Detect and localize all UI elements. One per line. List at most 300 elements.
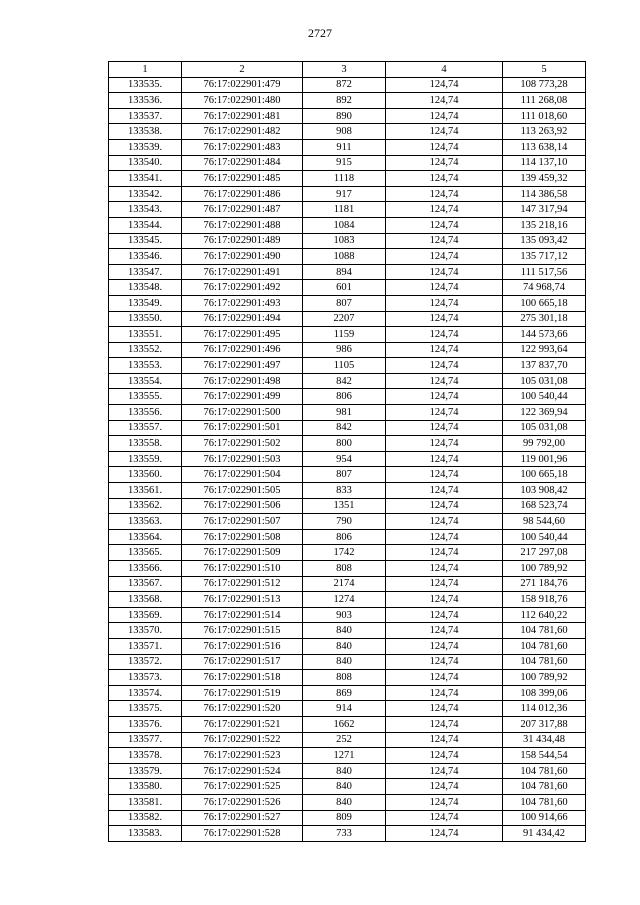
value-cell: 114 386,58 xyxy=(503,186,586,202)
area-cell: 911 xyxy=(303,139,386,155)
table-row xyxy=(109,794,586,810)
value-cell: 100 914,66 xyxy=(503,810,586,826)
cadastral-number-cell: 76:17:022901:491 xyxy=(182,264,303,280)
cadastral-number-cell: 76:17:022901:524 xyxy=(182,763,303,779)
value-cell: 168 523,74 xyxy=(503,498,586,514)
area-cell: 1083 xyxy=(303,233,386,249)
cadastral-number-cell: 76:17:022901:518 xyxy=(182,670,303,686)
table-row xyxy=(109,514,586,530)
row-number-cell: 133542. xyxy=(109,186,182,202)
value-cell: 158 544,54 xyxy=(503,748,586,764)
cadastral-number-cell: 76:17:022901:509 xyxy=(182,545,303,561)
rate-cell: 124,74 xyxy=(386,732,503,748)
value-cell: 74 968,74 xyxy=(503,280,586,296)
rate-cell: 124,74 xyxy=(386,311,503,327)
area-cell: 809 xyxy=(303,810,386,826)
area-cell: 1105 xyxy=(303,358,386,374)
table-row xyxy=(109,155,586,171)
rate-cell: 124,74 xyxy=(386,748,503,764)
row-number-cell: 133561. xyxy=(109,483,182,499)
table-row xyxy=(109,561,586,577)
cadastral-number-cell: 76:17:022901:519 xyxy=(182,685,303,701)
table-row xyxy=(109,389,586,405)
value-cell: 100 540,44 xyxy=(503,389,586,405)
area-cell: 892 xyxy=(303,93,386,109)
cadastral-number-cell: 76:17:022901:481 xyxy=(182,108,303,124)
cadastral-number-cell: 76:17:022901:526 xyxy=(182,794,303,810)
table-row xyxy=(109,685,586,701)
value-cell: 104 781,60 xyxy=(503,638,586,654)
value-cell: 100 540,44 xyxy=(503,529,586,545)
area-cell: 914 xyxy=(303,701,386,717)
row-number-cell: 133540. xyxy=(109,155,182,171)
area-cell: 840 xyxy=(303,794,386,810)
area-cell: 840 xyxy=(303,654,386,670)
value-cell: 122 369,94 xyxy=(503,405,586,421)
area-cell: 808 xyxy=(303,670,386,686)
table-row xyxy=(109,342,586,358)
value-cell: 98 544,60 xyxy=(503,514,586,530)
area-cell: 806 xyxy=(303,389,386,405)
table-row xyxy=(109,483,586,499)
rate-cell: 124,74 xyxy=(386,327,503,343)
row-number-cell: 133550. xyxy=(109,311,182,327)
cadastral-number-cell: 76:17:022901:505 xyxy=(182,483,303,499)
table-row xyxy=(109,498,586,514)
row-number-cell: 133552. xyxy=(109,342,182,358)
row-number-cell: 133549. xyxy=(109,295,182,311)
cadastral-number-cell: 76:17:022901:487 xyxy=(182,202,303,218)
table-row xyxy=(109,763,586,779)
row-number-cell: 133572. xyxy=(109,654,182,670)
area-cell: 2207 xyxy=(303,311,386,327)
table-row xyxy=(109,436,586,452)
cadastral-number-cell: 76:17:022901:498 xyxy=(182,373,303,389)
rate-cell: 124,74 xyxy=(386,716,503,732)
area-cell: 986 xyxy=(303,342,386,358)
area-cell: 1351 xyxy=(303,498,386,514)
row-number-cell: 133556. xyxy=(109,405,182,421)
area-cell: 601 xyxy=(303,280,386,296)
table-row xyxy=(109,810,586,826)
cadastral-number-cell: 76:17:022901:493 xyxy=(182,295,303,311)
cadastral-number-cell: 76:17:022901:517 xyxy=(182,654,303,670)
rate-cell: 124,74 xyxy=(386,264,503,280)
row-number-cell: 133579. xyxy=(109,763,182,779)
rate-cell: 124,74 xyxy=(386,794,503,810)
value-cell: 104 781,60 xyxy=(503,654,586,670)
cadastral-number-cell: 76:17:022901:486 xyxy=(182,186,303,202)
table-row xyxy=(109,373,586,389)
value-cell: 113 638,14 xyxy=(503,139,586,155)
cadastral-number-cell: 76:17:022901:525 xyxy=(182,779,303,795)
area-cell: 800 xyxy=(303,436,386,452)
row-number-cell: 133570. xyxy=(109,623,182,639)
area-cell: 915 xyxy=(303,155,386,171)
table-row xyxy=(109,732,586,748)
table-row xyxy=(109,529,586,545)
table-row xyxy=(109,327,586,343)
area-cell: 890 xyxy=(303,108,386,124)
row-number-cell: 133576. xyxy=(109,716,182,732)
cadastral-number-cell: 76:17:022901:496 xyxy=(182,342,303,358)
value-cell: 112 640,22 xyxy=(503,607,586,623)
row-number-cell: 133551. xyxy=(109,327,182,343)
rate-cell: 124,74 xyxy=(386,373,503,389)
value-cell: 104 781,60 xyxy=(503,794,586,810)
cadastral-number-cell: 76:17:022901:506 xyxy=(182,498,303,514)
row-number-cell: 133578. xyxy=(109,748,182,764)
table-row xyxy=(109,93,586,109)
area-cell: 840 xyxy=(303,623,386,639)
cadastral-number-cell: 76:17:022901:488 xyxy=(182,217,303,233)
area-cell: 840 xyxy=(303,763,386,779)
row-number-cell: 133575. xyxy=(109,701,182,717)
row-number-cell: 133580. xyxy=(109,779,182,795)
cadastral-number-cell: 76:17:022901:504 xyxy=(182,467,303,483)
table-row xyxy=(109,467,586,483)
cadastral-number-cell: 76:17:022901:521 xyxy=(182,716,303,732)
row-number-cell: 133547. xyxy=(109,264,182,280)
cadastral-number-cell: 76:17:022901:479 xyxy=(182,77,303,93)
rate-cell: 124,74 xyxy=(386,139,503,155)
cadastral-number-cell: 76:17:022901:514 xyxy=(182,607,303,623)
area-cell: 894 xyxy=(303,264,386,280)
area-cell: 840 xyxy=(303,779,386,795)
value-cell: 108 399,06 xyxy=(503,685,586,701)
value-cell: 217 297,08 xyxy=(503,545,586,561)
area-cell: 954 xyxy=(303,451,386,467)
area-cell: 807 xyxy=(303,467,386,483)
value-cell: 111 268,08 xyxy=(503,93,586,109)
cadastral-number-cell: 76:17:022901:528 xyxy=(182,826,303,842)
area-cell: 807 xyxy=(303,295,386,311)
rate-cell: 124,74 xyxy=(386,217,503,233)
value-cell: 113 263,92 xyxy=(503,124,586,140)
table-row xyxy=(109,202,586,218)
area-cell: 1274 xyxy=(303,592,386,608)
cadastral-number-cell: 76:17:022901:484 xyxy=(182,155,303,171)
row-number-cell: 133544. xyxy=(109,217,182,233)
area-cell: 1742 xyxy=(303,545,386,561)
area-cell: 1088 xyxy=(303,249,386,265)
row-number-cell: 133545. xyxy=(109,233,182,249)
row-number-cell: 133558. xyxy=(109,436,182,452)
row-number-cell: 133554. xyxy=(109,373,182,389)
rate-cell: 124,74 xyxy=(386,483,503,499)
column-header: 3 xyxy=(303,62,386,78)
area-cell: 1662 xyxy=(303,716,386,732)
row-number-cell: 133546. xyxy=(109,249,182,265)
row-number-cell: 133548. xyxy=(109,280,182,296)
value-cell: 31 434,48 xyxy=(503,732,586,748)
rate-cell: 124,74 xyxy=(386,685,503,701)
value-cell: 122 993,64 xyxy=(503,342,586,358)
area-cell: 869 xyxy=(303,685,386,701)
area-cell: 908 xyxy=(303,124,386,140)
rate-cell: 124,74 xyxy=(386,514,503,530)
row-number-cell: 133535. xyxy=(109,77,182,93)
area-cell: 903 xyxy=(303,607,386,623)
rate-cell: 124,74 xyxy=(386,701,503,717)
row-number-cell: 133565. xyxy=(109,545,182,561)
rate-cell: 124,74 xyxy=(386,93,503,109)
value-cell: 108 773,28 xyxy=(503,77,586,93)
cadastral-number-cell: 76:17:022901:500 xyxy=(182,405,303,421)
row-number-cell: 133569. xyxy=(109,607,182,623)
value-cell: 104 781,60 xyxy=(503,623,586,639)
row-number-cell: 133560. xyxy=(109,467,182,483)
value-cell: 91 434,42 xyxy=(503,826,586,842)
table-row xyxy=(109,592,586,608)
table-row xyxy=(109,77,586,93)
cadastral-number-cell: 76:17:022901:483 xyxy=(182,139,303,155)
rate-cell: 124,74 xyxy=(386,124,503,140)
value-cell: 135 218,16 xyxy=(503,217,586,233)
value-cell: 158 918,76 xyxy=(503,592,586,608)
value-cell: 100 665,18 xyxy=(503,467,586,483)
value-cell: 103 908,42 xyxy=(503,483,586,499)
cadastral-number-cell: 76:17:022901:480 xyxy=(182,93,303,109)
rate-cell: 124,74 xyxy=(386,358,503,374)
rate-cell: 124,74 xyxy=(386,436,503,452)
value-cell: 275 301,18 xyxy=(503,311,586,327)
table-row xyxy=(109,451,586,467)
row-number-cell: 133536. xyxy=(109,93,182,109)
cadastral-number-cell: 76:17:022901:510 xyxy=(182,561,303,577)
cadastral-number-cell: 76:17:022901:516 xyxy=(182,638,303,654)
cadastral-number-cell: 76:17:022901:513 xyxy=(182,592,303,608)
row-number-cell: 133543. xyxy=(109,202,182,218)
rate-cell: 124,74 xyxy=(386,529,503,545)
rate-cell: 124,74 xyxy=(386,763,503,779)
area-cell: 842 xyxy=(303,373,386,389)
rate-cell: 124,74 xyxy=(386,638,503,654)
cadastral-number-cell: 76:17:022901:515 xyxy=(182,623,303,639)
table-row xyxy=(109,779,586,795)
cadastral-number-cell: 76:17:022901:502 xyxy=(182,436,303,452)
value-cell: 271 184,76 xyxy=(503,576,586,592)
cadastral-number-cell: 76:17:022901:503 xyxy=(182,451,303,467)
row-number-cell: 133537. xyxy=(109,108,182,124)
table-row xyxy=(109,311,586,327)
cadastral-number-cell: 76:17:022901:508 xyxy=(182,529,303,545)
cadastral-number-cell: 76:17:022901:494 xyxy=(182,311,303,327)
value-cell: 104 781,60 xyxy=(503,779,586,795)
table-row xyxy=(109,576,586,592)
row-number-cell: 133538. xyxy=(109,124,182,140)
row-number-cell: 133574. xyxy=(109,685,182,701)
rate-cell: 124,74 xyxy=(386,280,503,296)
area-cell: 1118 xyxy=(303,171,386,187)
rate-cell: 124,74 xyxy=(386,108,503,124)
row-number-cell: 133577. xyxy=(109,732,182,748)
rate-cell: 124,74 xyxy=(386,233,503,249)
row-number-cell: 133541. xyxy=(109,171,182,187)
row-number-cell: 133583. xyxy=(109,826,182,842)
rate-cell: 124,74 xyxy=(386,607,503,623)
cadastral-number-cell: 76:17:022901:482 xyxy=(182,124,303,140)
cadastral-number-cell: 76:17:022901:489 xyxy=(182,233,303,249)
table-row xyxy=(109,826,586,842)
cadastral-number-cell: 76:17:022901:522 xyxy=(182,732,303,748)
area-cell: 1181 xyxy=(303,202,386,218)
rate-cell: 124,74 xyxy=(386,467,503,483)
value-cell: 119 001,96 xyxy=(503,451,586,467)
table-row xyxy=(109,420,586,436)
row-number-cell: 133539. xyxy=(109,139,182,155)
rate-cell: 124,74 xyxy=(386,623,503,639)
rate-cell: 124,74 xyxy=(386,670,503,686)
value-cell: 105 031,08 xyxy=(503,420,586,436)
table-row xyxy=(109,139,586,155)
row-number-cell: 133564. xyxy=(109,529,182,545)
rate-cell: 124,74 xyxy=(386,249,503,265)
value-cell: 144 573,66 xyxy=(503,327,586,343)
table-row xyxy=(109,545,586,561)
table-row xyxy=(109,607,586,623)
rate-cell: 124,74 xyxy=(386,202,503,218)
rate-cell: 124,74 xyxy=(386,810,503,826)
table-row xyxy=(109,249,586,265)
table-row xyxy=(109,670,586,686)
cadastral-number-cell: 76:17:022901:523 xyxy=(182,748,303,764)
value-cell: 114 137,10 xyxy=(503,155,586,171)
table-row xyxy=(109,124,586,140)
rate-cell: 124,74 xyxy=(386,389,503,405)
row-number-cell: 133567. xyxy=(109,576,182,592)
rate-cell: 124,74 xyxy=(386,592,503,608)
value-cell: 137 837,70 xyxy=(503,358,586,374)
table-row xyxy=(109,701,586,717)
rate-cell: 124,74 xyxy=(386,779,503,795)
rate-cell: 124,74 xyxy=(386,155,503,171)
row-number-cell: 133555. xyxy=(109,389,182,405)
table-row xyxy=(109,186,586,202)
value-cell: 100 665,18 xyxy=(503,295,586,311)
area-cell: 1084 xyxy=(303,217,386,233)
rate-cell: 124,74 xyxy=(386,576,503,592)
value-cell: 105 031,08 xyxy=(503,373,586,389)
value-cell: 139 459,32 xyxy=(503,171,586,187)
cadastral-number-cell: 76:17:022901:497 xyxy=(182,358,303,374)
cadastral-number-cell: 76:17:022901:499 xyxy=(182,389,303,405)
cadastral-number-cell: 76:17:022901:527 xyxy=(182,810,303,826)
cadastral-number-cell: 76:17:022901:495 xyxy=(182,327,303,343)
value-cell: 111 517,56 xyxy=(503,264,586,280)
value-cell: 135 093,42 xyxy=(503,233,586,249)
area-cell: 840 xyxy=(303,638,386,654)
area-cell: 1159 xyxy=(303,327,386,343)
rate-cell: 124,74 xyxy=(386,342,503,358)
table-row xyxy=(109,638,586,654)
value-cell: 100 789,92 xyxy=(503,670,586,686)
area-cell: 1271 xyxy=(303,748,386,764)
value-cell: 104 781,60 xyxy=(503,763,586,779)
row-number-cell: 133559. xyxy=(109,451,182,467)
table-header-row xyxy=(109,62,586,78)
value-cell: 100 789,92 xyxy=(503,561,586,577)
table-row xyxy=(109,716,586,732)
table-body xyxy=(109,77,586,841)
table-row xyxy=(109,748,586,764)
rate-cell: 124,74 xyxy=(386,171,503,187)
rate-cell: 124,74 xyxy=(386,295,503,311)
area-cell: 733 xyxy=(303,826,386,842)
column-header: 2 xyxy=(182,62,303,78)
value-cell: 99 792,00 xyxy=(503,436,586,452)
area-cell: 252 xyxy=(303,732,386,748)
cadastral-number-cell: 76:17:022901:485 xyxy=(182,171,303,187)
table-row xyxy=(109,217,586,233)
table-row xyxy=(109,405,586,421)
area-cell: 981 xyxy=(303,405,386,421)
table-row xyxy=(109,295,586,311)
area-cell: 917 xyxy=(303,186,386,202)
area-cell: 842 xyxy=(303,420,386,436)
table-row xyxy=(109,280,586,296)
value-cell: 114 012,36 xyxy=(503,701,586,717)
row-number-cell: 133557. xyxy=(109,420,182,436)
rate-cell: 124,74 xyxy=(386,405,503,421)
value-cell: 135 717,12 xyxy=(503,249,586,265)
row-number-cell: 133581. xyxy=(109,794,182,810)
cadastral-number-cell: 76:17:022901:520 xyxy=(182,701,303,717)
column-header: 5 xyxy=(503,62,586,78)
value-cell: 147 317,94 xyxy=(503,202,586,218)
area-cell: 790 xyxy=(303,514,386,530)
column-header: 1 xyxy=(109,62,182,78)
row-number-cell: 133563. xyxy=(109,514,182,530)
rate-cell: 124,74 xyxy=(386,77,503,93)
table-row xyxy=(109,623,586,639)
data-table xyxy=(108,61,586,842)
area-cell: 872 xyxy=(303,77,386,93)
row-number-cell: 133566. xyxy=(109,561,182,577)
row-number-cell: 133568. xyxy=(109,592,182,608)
rate-cell: 124,74 xyxy=(386,545,503,561)
table-row xyxy=(109,654,586,670)
cadastral-number-cell: 76:17:022901:507 xyxy=(182,514,303,530)
rate-cell: 124,74 xyxy=(386,420,503,436)
row-number-cell: 133571. xyxy=(109,638,182,654)
rate-cell: 124,74 xyxy=(386,451,503,467)
rate-cell: 124,74 xyxy=(386,826,503,842)
value-cell: 111 018,60 xyxy=(503,108,586,124)
cadastral-number-cell: 76:17:022901:492 xyxy=(182,280,303,296)
page-number: 2727 xyxy=(308,26,332,40)
table-row xyxy=(109,108,586,124)
rate-cell: 124,74 xyxy=(386,654,503,670)
table-row xyxy=(109,358,586,374)
rate-cell: 124,74 xyxy=(386,498,503,514)
row-number-cell: 133562. xyxy=(109,498,182,514)
table-row xyxy=(109,264,586,280)
row-number-cell: 133582. xyxy=(109,810,182,826)
area-cell: 808 xyxy=(303,561,386,577)
table-row xyxy=(109,171,586,187)
cadastral-number-cell: 76:17:022901:512 xyxy=(182,576,303,592)
area-cell: 833 xyxy=(303,483,386,499)
area-cell: 806 xyxy=(303,529,386,545)
area-cell: 2174 xyxy=(303,576,386,592)
value-cell: 207 317,88 xyxy=(503,716,586,732)
rate-cell: 124,74 xyxy=(386,186,503,202)
row-number-cell: 133553. xyxy=(109,358,182,374)
rate-cell: 124,74 xyxy=(386,561,503,577)
cadastral-number-cell: 76:17:022901:490 xyxy=(182,249,303,265)
table-row xyxy=(109,233,586,249)
